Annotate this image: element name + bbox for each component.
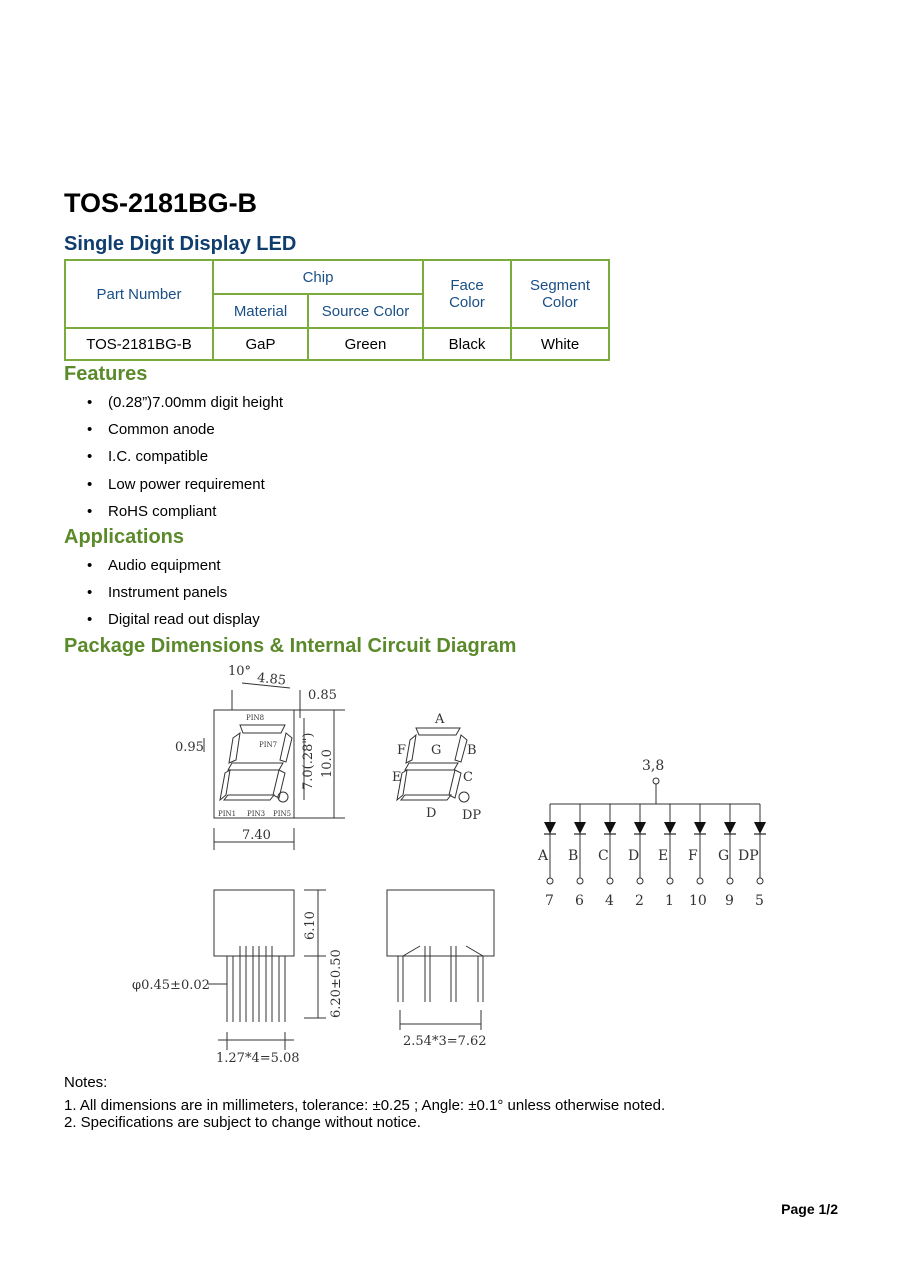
- diode-f: [694, 822, 706, 834]
- list-item: • Low power requirement: [87, 476, 283, 503]
- seg-f-label: F: [397, 743, 407, 758]
- list-item: • Instrument panels: [87, 584, 260, 611]
- diode-b: [574, 822, 586, 834]
- diode-c: [604, 822, 616, 834]
- diode-g: [724, 822, 736, 834]
- segment-color-header-text: Segment Color: [529, 277, 591, 311]
- dim-pin-diameter: φ0.45±0.02: [132, 978, 210, 993]
- circuit-seg-label: E: [658, 848, 669, 864]
- material-header: Material: [213, 294, 308, 328]
- page-number: Page 1/2: [781, 1201, 838, 1217]
- dim-620: 6.20±0.50: [329, 949, 344, 1018]
- features-heading: Features: [64, 363, 148, 385]
- dim-740: 7.40: [242, 828, 271, 843]
- seg-g-label: G: [431, 743, 442, 758]
- list-item: • I.C. compatible: [87, 448, 283, 475]
- front-digit-outline: [220, 725, 292, 802]
- circuit-seg-label: F: [688, 848, 698, 864]
- circuit-pin-label: 5: [755, 893, 764, 909]
- circuit-seg-label: A: [538, 848, 549, 864]
- cell-part-number: TOS-2181BG-B: [65, 328, 213, 360]
- dim-610: 6.10: [303, 911, 318, 940]
- dim-100: 10.0: [320, 749, 335, 778]
- note-2: 2. Specifications are subject to change without notice.: [64, 1114, 421, 1131]
- dim-pin-pitch: 1.27*4=5.08: [216, 1051, 300, 1066]
- circuit-pin-label: 4: [605, 893, 614, 909]
- chip-header: Chip: [213, 260, 423, 294]
- side-view-2-body: [387, 890, 494, 956]
- page-title: TOS-2181BG-B: [64, 188, 258, 218]
- subtitle: Single Digit Display LED: [64, 233, 297, 255]
- list-item: • Audio equipment: [87, 557, 260, 584]
- circuit-seg-label: DP: [738, 848, 759, 864]
- seg-dp-label: DP: [462, 808, 482, 823]
- list-item: • RoHS compliant: [87, 503, 283, 530]
- package-heading: Package Dimensions & Internal Circuit Diagram: [64, 635, 517, 657]
- circuit-pin-label: 9: [725, 893, 734, 909]
- side-view-body: [214, 890, 294, 956]
- circuit-pin-label: 6: [575, 893, 584, 909]
- dim-70: 7.0(.28"): [301, 732, 316, 790]
- segment-display-outline: [397, 728, 469, 802]
- pin5-label: PIN5: [273, 810, 292, 818]
- notes-heading: Notes:: [64, 1074, 108, 1091]
- note-1: 1. All dimensions are in millimeters, tolerance: ±0.25 ; Angle: ±0.1° unless otherwise noted.: [64, 1097, 666, 1114]
- cell-material: GaP: [213, 328, 308, 360]
- applications-heading: Applications: [64, 526, 185, 548]
- list-item: • (0.28”)7.00mm digit height: [87, 394, 283, 421]
- dim-095: 0.95: [175, 740, 204, 755]
- dim-085: 0.85: [308, 688, 337, 703]
- list-item: • Common anode: [87, 421, 283, 448]
- common-pins-label: 3,8: [642, 758, 665, 774]
- face-color-header-text: Face Color: [449, 277, 485, 311]
- circuit-pin-label: 2: [635, 893, 644, 909]
- seg-c-label: C: [463, 770, 473, 785]
- common-anode-terminal: [653, 778, 659, 784]
- cell-source-color: Green: [308, 328, 423, 360]
- seg-d-label: D: [426, 806, 437, 821]
- cell-face-color: Black: [423, 328, 511, 360]
- list-item: • Digital read out display: [87, 611, 260, 638]
- diode-dp: [754, 822, 766, 834]
- pin3-label: PIN3: [247, 810, 266, 818]
- circuit-pin-label: 10: [689, 893, 707, 909]
- source-color-header: Source Color: [308, 294, 423, 328]
- dim-pin-span: 2.54*3=7.62: [403, 1034, 487, 1049]
- diode-e: [664, 822, 676, 834]
- seg-b-label: B: [467, 743, 477, 758]
- pin1-label: PIN1: [218, 810, 237, 818]
- dim-485: 4.85: [256, 670, 287, 689]
- circuit-diagram: [544, 804, 766, 884]
- circuit-pin-label: 1: [665, 893, 674, 909]
- diode-d: [634, 822, 646, 834]
- circuit-seg-label: G: [718, 848, 730, 864]
- part-number-header: Part Number: [65, 260, 213, 328]
- seg-e-label: E: [392, 770, 402, 785]
- circuit-seg-label: C: [598, 848, 609, 864]
- cell-segment-color: White: [511, 328, 609, 360]
- circuit-pin-label: 7: [545, 893, 554, 909]
- circuit-seg-label: B: [568, 848, 579, 864]
- dim-angle: 10°: [228, 664, 252, 679]
- pin7-label: PIN7: [259, 741, 278, 749]
- pin8-label: PIN8: [246, 714, 265, 722]
- circuit-seg-label: D: [628, 848, 640, 864]
- seg-a-label: A: [435, 712, 445, 727]
- diode-a: [544, 822, 556, 834]
